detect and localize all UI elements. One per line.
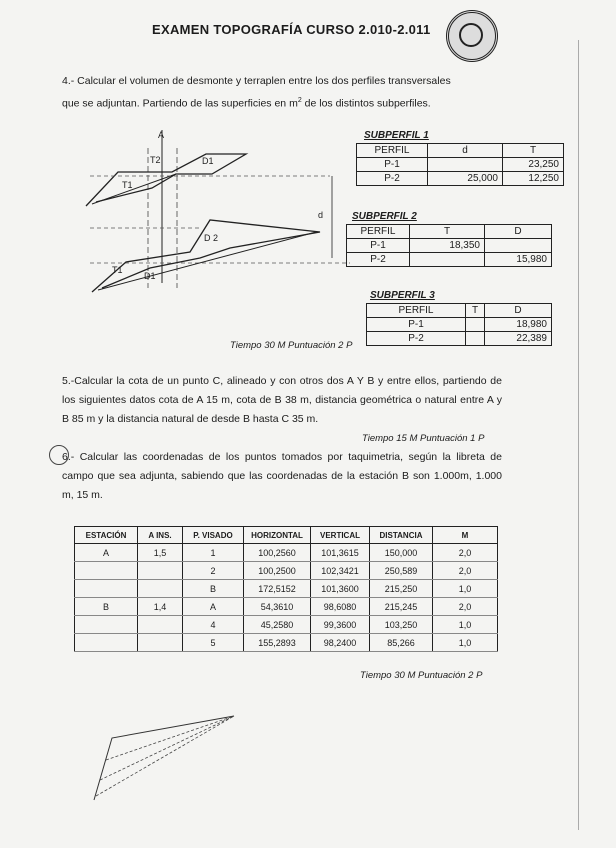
field-book-table <box>74 526 498 652</box>
column-header: DISTANCIA <box>370 527 433 544</box>
subperfil-2-title: SUBPERFIL 2 <box>352 211 417 222</box>
table-row: B 172,5152 101,3600 215,250 1,0 <box>75 580 498 598</box>
subperfil-2-table: PERFIL T D P-1 18,350 P-2 15,980 <box>346 224 552 267</box>
handwritten-sketch <box>84 708 244 808</box>
diagram-label-d1b: D1 <box>144 271 156 281</box>
subperfil-3-table: PERFIL T D P-1 18,980 P-2 22,389 <box>366 303 552 346</box>
column-header: VERTICAL <box>311 527 370 544</box>
question-5-time: Tiempo 15 M Puntuación 1 P <box>362 433 485 444</box>
table-row: P-1 23,250 <box>357 158 564 172</box>
column-header: M <box>433 527 498 544</box>
table-row: B 1,4 A 54,3610 98,6080 215,245 2,0 <box>75 598 498 616</box>
question-4-text <box>62 72 502 114</box>
question-4-line-1: 4.- Calcular el volumen de desmonte y terraplen entre los dos perfiles transversales <box>62 75 451 87</box>
table-row: A 1,5 1 100,2560 101,3615 150,000 2,0 <box>75 544 498 562</box>
diagram-label-d2: D 2 <box>204 233 219 243</box>
diagram-label-t2: T2 <box>150 155 161 165</box>
university-seal <box>446 10 498 62</box>
exam-title: EXAMEN TOPOGRAFÍA CURSO 2.010-2.011 <box>152 22 431 37</box>
subperfil-1-title: SUBPERFIL 1 <box>364 130 429 141</box>
page-edge-line <box>578 40 579 830</box>
table-row: 4 45,2580 99,3600 103,250 1,0 <box>75 616 498 634</box>
table-row: 5 155,2893 98,2400 85,266 1,0 <box>75 634 498 652</box>
table-row: P-2 15,980 <box>347 253 552 267</box>
subperfil-3-title: SUBPERFIL 3 <box>370 290 435 301</box>
table-row: 2 100,2500 102,3421 250,589 2,0 <box>75 562 498 580</box>
table-row: P-1 18,350 <box>347 239 552 253</box>
diagram-label-t1b: T1 <box>112 265 123 275</box>
cross-section-diagram <box>80 128 360 298</box>
table-row: P-2 25,000 12,250 <box>357 172 564 186</box>
table-row: P-2 22,389 <box>367 332 552 346</box>
column-header: A INS. <box>138 527 183 544</box>
question-5-text: 5.-Calcular la cota de un punto C, alineado y con otros dos A Y B y entre ellos, partiendo de los siguientes datos cota de A 15 m, cota de B 38 m, distancia geométrica o natural entre A y B 85 m y la distancia natural de desde B hasta C 35 m. <box>62 375 502 425</box>
diagram-label-a: A <box>158 130 165 140</box>
question-4-line-2: que se adjuntan. Partiendo de las superficies en $m^2$ de los distintos subperfiles. <box>62 97 431 110</box>
question-6-text: 6.- Calcular las coordenadas de los puntos tomados por taquimetria, según la libreta de campo que sea adjunta, sabiendo que las coordenadas de la estación B son 1.000m, 1.000 m, 15 m. <box>62 451 502 501</box>
diagram-label-d: d <box>318 210 324 220</box>
table-row: P-1 18,980 <box>367 318 552 332</box>
question-4-time: Tiempo 30 M Puntuación 2 P <box>230 340 353 351</box>
subperfil-1-table: PERFIL d T P-1 23,250 P-2 25,000 12,250 <box>356 143 564 186</box>
diagram-label-d1: D1 <box>202 156 214 166</box>
diagram-label-t1: T1 <box>122 180 133 190</box>
column-header: P. VISADO <box>183 527 244 544</box>
column-header: HORIZONTAL <box>244 527 311 544</box>
question-6-time: Tiempo 30 M Puntuación 2 P <box>360 670 483 681</box>
column-header: ESTACIÓN <box>75 527 138 544</box>
